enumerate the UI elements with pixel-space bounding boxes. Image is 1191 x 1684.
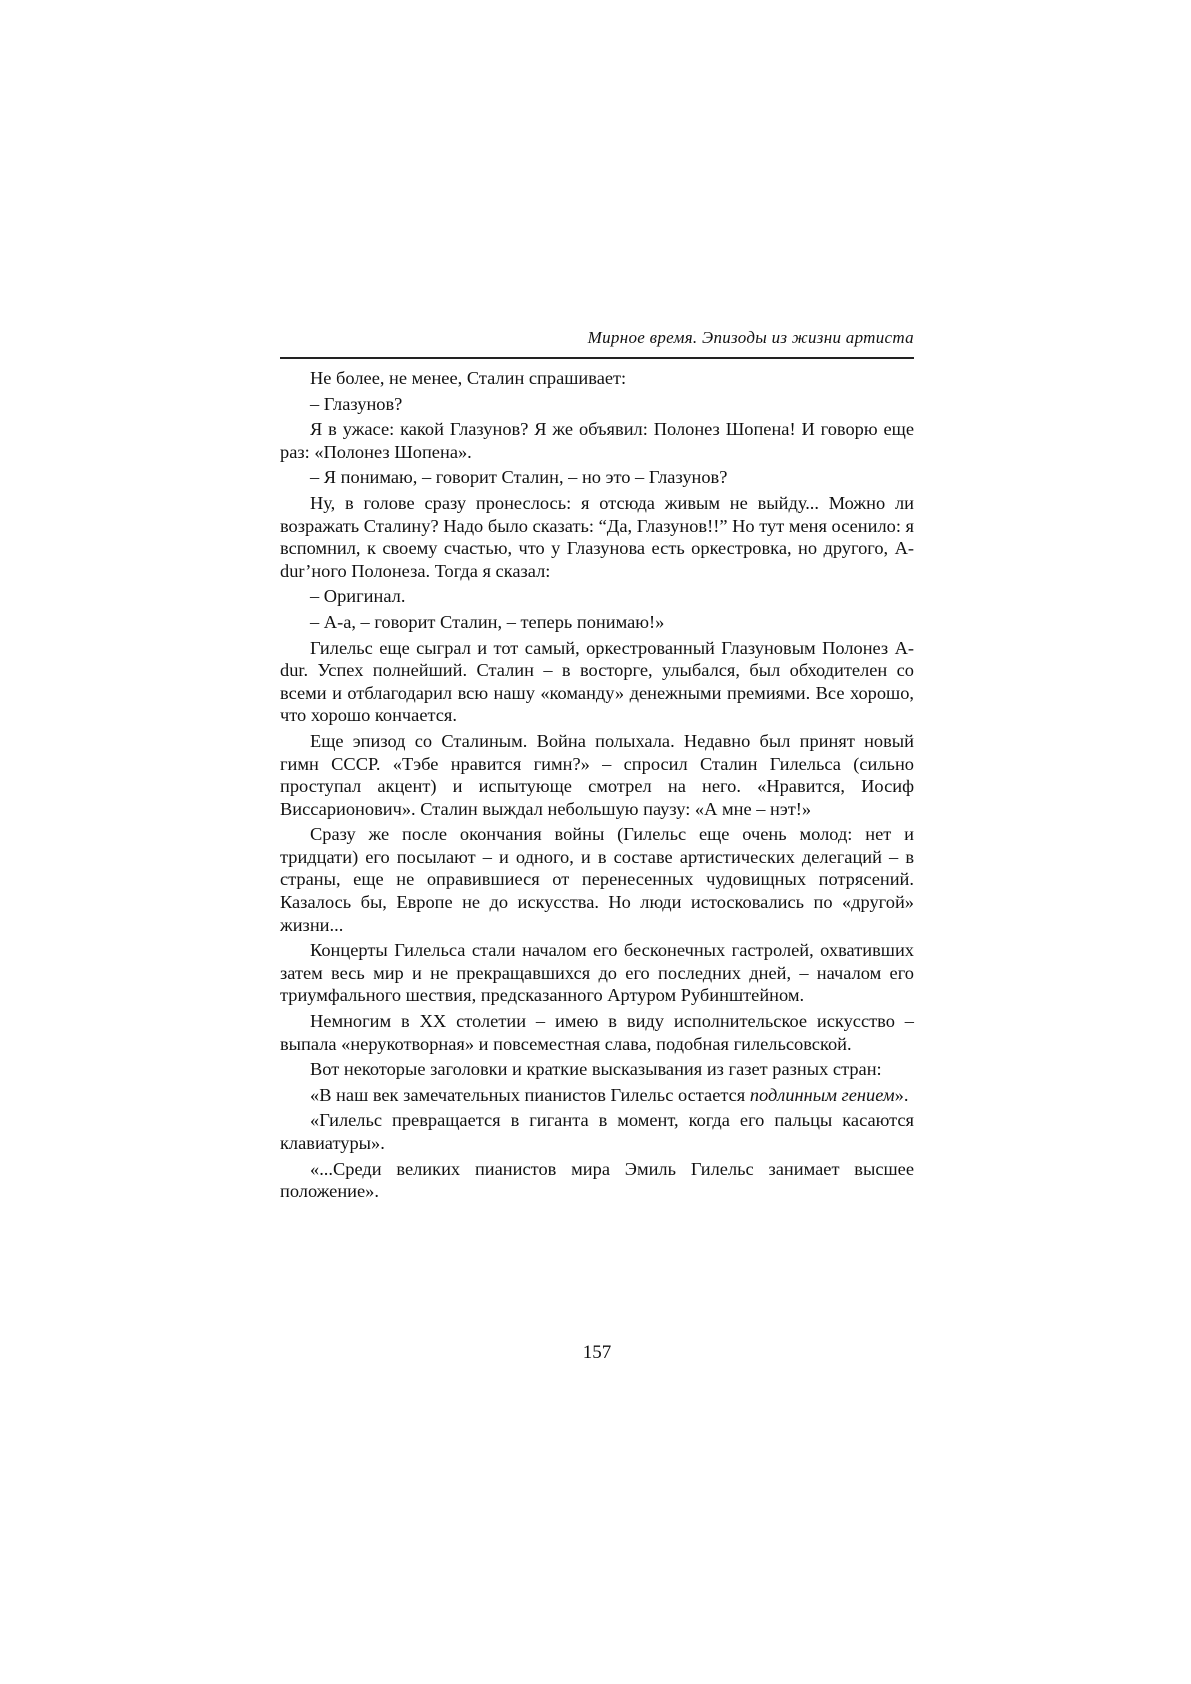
emphasized-text: подлинным гением (749, 1084, 895, 1105)
quote-paragraph: «...Среди великих пианистов мира Эмиль Гилельс занимает высшее положение». (280, 1158, 914, 1202)
running-head: Мирное время. Эпизоды из жизни артиста (587, 328, 914, 347)
quote-tail: ». (894, 1084, 909, 1105)
quote-paragraph (280, 1084, 914, 1107)
paragraph: Вот некоторые заголовки и краткие высказывания из газет разных стран: (310, 1059, 882, 1080)
page-number: 157 (582, 1342, 612, 1363)
body-text (280, 367, 914, 1206)
paragraph: Еще эпизод со Сталиным. Война полыхала. Недавно был принят новый гимн СССР. «Тэбе нравится гимн?» – спросил Сталин Гилельса (сильно проступал акцент) и испытующе смотрел на него. «Нравится, Иосиф Виссарионович». Сталин выждал небольшую паузу: «А мне – нэт!» (280, 730, 914, 819)
paragraph: Гилельс еще сыграл и тот самый, оркестрованный Глазуновым Полонез A-dur. Успех полнейший. Сталин – в восторге, улыбался, был обходителен со всеми и отблагодарил всю нашу «команду» денежными премиями. Все хорошо, что хорошо кончается. (280, 637, 914, 726)
header-rule (280, 357, 914, 359)
paragraph: – Глазунов? (310, 393, 403, 414)
paragraph: Не более, не менее, Сталин спрашивает: (310, 368, 627, 388)
quote-paragraph: «Гилельс превращается в гиганта в момент, когда его пальцы касаются клавиатуры». (280, 1110, 914, 1153)
paragraph: Сразу же после окончания войны (Гилельс еще очень молод: нет и тридцати) его посылают – и одного, и в составе артистических делегаций – в страны, еще не оправившиеся от перенесенных чудовищных потрясений. Казалось бы, Европе не до искусства. Но люди истосковались по «другой» жизни... (280, 824, 914, 935)
paragraph: Концерты Гилельса стали началом его бесконечных гастролей, охвативших затем весь мир и не прекращавшихся до его последних дней, – началом его триумфального шествия, предсказанного Артуром Рубинштейном. (280, 940, 914, 1006)
paragraph: – Я понимаю, – говорит Сталин, – но это – Глазунов? (310, 467, 728, 488)
paragraph: Ну, в голове сразу пронеслось: я отсюда живым не выйду... Можно ли возражать Сталину? Надо было сказать: “Да, Глазунов!!” Но тут меня осенило: я вспомнил, к своему счастью, что у Глазунова есть оркестровка, но другого, A-dur’ного Полонеза. Тогда я сказал: (280, 492, 914, 581)
paragraph: – А-а, – говорит Сталин, – теперь понимаю!» (310, 611, 665, 632)
paragraph: Немногим в XX столетии – имею в виду исполнительское искусство – выпала «нерукотворная» и повсеместная слава, подобная гилельсовской. (280, 1011, 914, 1054)
quote-text: «В наш век замечательных пианистов Гилельс остается (310, 1084, 750, 1105)
paragraph: Я в ужасе: какой Глазунов? Я же объявил: Полонез Шопена! И говорю еще раз: «Полонез Шопена». (280, 419, 914, 462)
paragraph: – Оригинал. (310, 586, 406, 607)
